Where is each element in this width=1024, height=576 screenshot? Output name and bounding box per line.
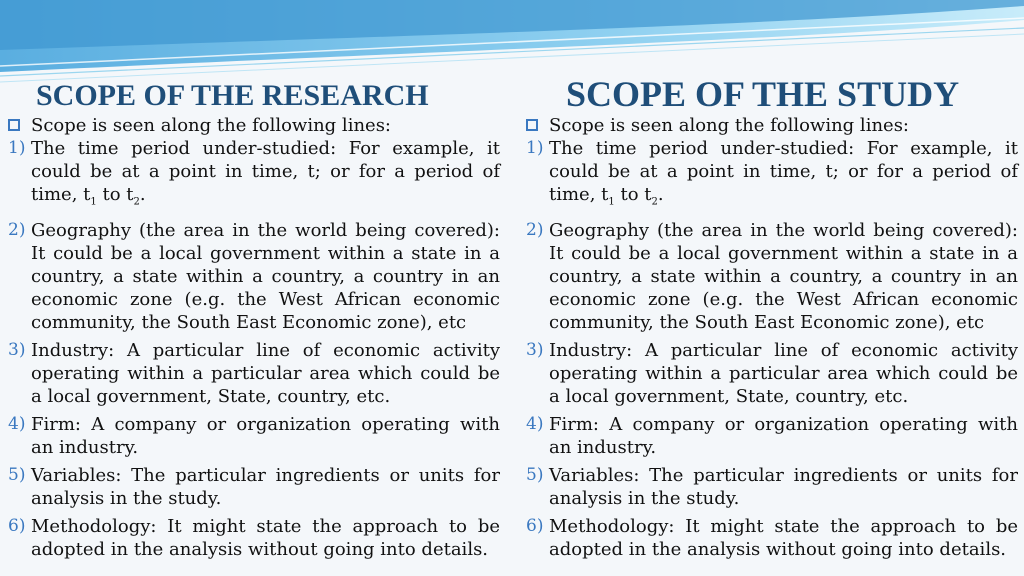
right-column xyxy=(526,74,1018,561)
list-item: 5) Variables: The particular ingredients or units for analysis in the study. xyxy=(8,464,500,509)
list-item: 1) The time period under-studied: For example, it could be at a point in time, t; or for a period of time, $t_1$ to $t_2$. xyxy=(526,138,1018,208)
list-item: 6) Methodology: It might state the approach to be adopted in the analysis without going into details. xyxy=(526,515,1018,560)
list-item: 5) Variables: The particular ingredients or units for analysis in the study. xyxy=(526,464,1018,509)
right-title: SCOPE OF THE STUDY xyxy=(566,74,960,114)
checkbox-bullet-icon xyxy=(526,114,549,137)
list-item: 2) Geography (the area in the world being covered): It could be a local government within a state in a country, a state within a country, a country in an economic zone (e.g. the West African economic community, the South East Economic zone), etc xyxy=(526,219,1018,333)
left-title: SCOPE OF THE RESEARCH xyxy=(36,79,429,112)
list-item: 1) The time period under-studied: For example, it could be at a point in time, t; or for a period of time, $t_1$ to $t_2$. xyxy=(8,138,500,208)
left-intro: Scope is seen along the following lines: xyxy=(8,114,500,137)
checkbox-bullet-icon xyxy=(8,114,31,137)
list-item: 2) Geography (the area in the world being covered): It could be a local government within a state in a country, a state within a country, a country in an economic zone (e.g. the West African economic community, the South East Economic zone), etc xyxy=(8,219,500,333)
list-item: 6) Methodology: It might state the approach to be adopted in the analysis without going into details. xyxy=(8,515,500,560)
list-item: 3) Industry: A particular line of economic activity operating within a particular area which could be a local government, State, country, etc. xyxy=(8,339,500,407)
right-intro: Scope is seen along the following lines: xyxy=(526,114,1018,137)
list-item: 4) Firm: A company or organization operating with an industry. xyxy=(526,413,1018,458)
left-column xyxy=(8,78,500,561)
list-item: 4) Firm: A company or organization operating with an industry. xyxy=(8,413,500,458)
list-item: 3) Industry: A particular line of economic activity operating within a particular area which could be a local government, State, country, etc. xyxy=(526,339,1018,407)
